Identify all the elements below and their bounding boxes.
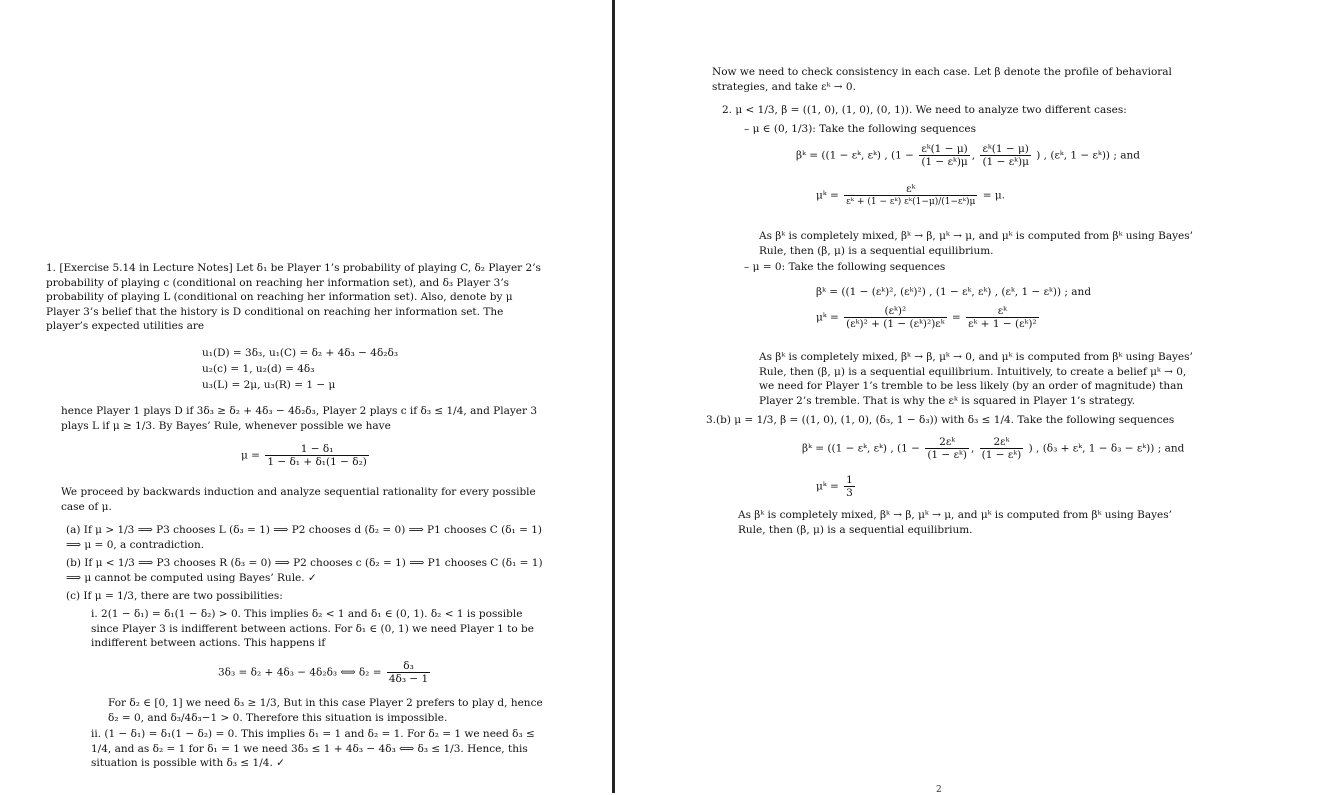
mu1-fraction <box>844 183 977 208</box>
item-3b: 3.(b) μ = 1/3, β = ((1, 0), (1, 0), (δ₃, 1 − δ₃)) with δ₃ ≤ 1/4. Take the following sequences <box>706 414 1175 426</box>
equation-mu-1 <box>816 183 1005 208</box>
beta1-frac-1-num: εᵏ(1 − μ) <box>921 143 968 155</box>
equation-u1: u₁(D) = 3δ₃, u₁(C) = δ₂ + 4δ₃ − 4δ₂δ₃ <box>202 347 399 359</box>
beta1-frac-1-den: (1 − εᵏ)μ <box>921 156 968 168</box>
exercise-intro: 1. [Exercise 5.14 in Lecture Notes] Let δ₁ be Player 1’s probability of playing C, δ₂ Player 2’s probability of playing c (conditional on reaching her information set), and δ₃ Player 3’s probability of playing L (conditional on reaching her information set). Also, denote by μ Player 3’s belief that the history is D conditional on reaching her information set. The player’s expected utilities are <box>46 262 541 332</box>
delta2-lhs: 3δ₃ = δ₂ + 4δ₃ − 4δ₂δ₃ ⟺ δ₂ = <box>218 666 382 679</box>
case-c-i: i. 2(1 − δ₁) = δ₁(1 − δ₂) > 0. This implies δ₂ < 1 and δ₁ ∈ (0, 1). δ₂ < 1 is possible since Player 3 is indifferent between actions. For δ₁ ∈ (0, 1) we need Player 1 to be indifferent between actions. This happens if <box>91 608 534 649</box>
mu1-num: εᵏ <box>844 183 977 196</box>
delta2-fraction <box>387 660 430 685</box>
mu-fraction <box>265 443 369 468</box>
subcase-2-conclusion: As βᵏ is completely mixed, βᵏ → β, μᵏ → 0, and μᵏ is computed from βᵏ using Bayes’ Rule, then (β, μ) is a sequential equilibrium. Intuitively, to create a belief μᵏ → 0, we need for Player 1’s tremble to be less likely (by an order of magnitude) than Player 2’s tremble. That is why the εᵏ is squared in Player 1’s strategy. <box>759 351 1193 407</box>
equation-u3: u₃(L) = 2μ, u₃(R) = 1 − μ <box>202 379 336 391</box>
equation-mu-2 <box>816 305 1041 330</box>
beta3-part-a: βᵏ = ((1 − εᵏ, εᵏ) , (1 − <box>802 442 920 455</box>
equation-beta-1 <box>796 143 1140 168</box>
item-2: 2. μ < 1/3, β = ((1, 0), (1, 0), (0, 1)). We need to analyze two different cases: <box>722 104 1127 116</box>
mu3-fraction <box>844 474 855 499</box>
beta1-frac-1 <box>919 143 969 168</box>
beta3-frac-1-den: (1 − εᵏ) <box>927 449 967 461</box>
proceed-paragraph: We proceed by backwards induction and analyze sequential rationality for every possible case of μ. <box>61 486 536 513</box>
mu2-frac-1-num: (εᵏ)² <box>844 305 946 318</box>
equation-u2: u₂(c) = 1, u₂(d) = 4δ₃ <box>202 363 315 375</box>
beta1-frac-2-num: εᵏ(1 − μ) <box>982 143 1029 155</box>
mu2-frac-1-den: (εᵏ)² + (1 − (εᵏ)²)εᵏ <box>846 318 945 330</box>
beta1-comma: , <box>971 149 976 162</box>
case-b: (b) If μ < 1/3 ⟹ P3 chooses R (δ₃ = 0) ⟹ P2 chooses c (δ₂ = 1) ⟹ P1 chooses C (δ₁ = 1) ⟹ μ cannot be computed using Bayes’ Rule. ✓ <box>66 557 543 584</box>
left-page <box>0 0 612 793</box>
mu1-lhs: μᵏ = <box>816 189 839 202</box>
item-3b-conclusion: As βᵏ is completely mixed, βᵏ → β, μᵏ → μ, and μᵏ is computed from βᵏ using Bayes’ Rule, then (β, μ) is a sequential equilibrium. <box>738 509 1172 536</box>
hence-paragraph: hence Player 1 plays D if 3δ₃ ≥ δ₂ + 4δ₃ − 4δ₂δ₃, Player 2 plays c if δ₃ ≤ 1/4, and Player 3 plays L if μ ≥ 1/3. By Bayes’ Rule, whenever possible we have <box>61 405 538 432</box>
right-page <box>616 0 1317 793</box>
page-divider <box>612 0 615 793</box>
delta2-numerator: δ₃ <box>387 660 430 673</box>
beta3-frac-2-den: (1 − εᵏ) <box>981 449 1022 461</box>
beta3-part-b: ) , (δ₃ + εᵏ, 1 − δ₃ − εᵏ)) ; and <box>1028 442 1185 455</box>
mu2-frac-1 <box>844 305 946 330</box>
beta3-frac-2 <box>980 436 1024 461</box>
equation-mu-3 <box>816 474 857 499</box>
mu2-frac-2-num: εᵏ <box>966 305 1039 318</box>
mu2-lhs: μᵏ = <box>816 311 839 324</box>
case-c-i-end: For δ₂ ∈ [0, 1] we need δ₃ ≥ 1/3, But in this case Player 2 prefers to play d, hence δ₂ = 0, and δ₃/4δ₃−1 > 0. Therefore this situation is impossible. <box>108 697 543 724</box>
mu1-den: εᵏ + (1 − εᵏ) εᵏ(1−μ)/(1−εᵏ)μ <box>846 197 976 207</box>
equation-delta2 <box>218 660 432 685</box>
subcase-1: – μ ∈ (0, 1/3): Take the following sequences <box>744 123 977 135</box>
delta2-denominator: 4δ₃ − 1 <box>388 673 429 685</box>
beta3-frac-1 <box>925 436 969 461</box>
mu3-num: 1 <box>846 474 853 486</box>
beta1-frac-2 <box>980 143 1030 168</box>
mu2-frac-2 <box>966 305 1039 330</box>
beta3-frac-2-num: 2εᵏ <box>980 436 1024 449</box>
mu3-lhs: μᵏ = <box>816 480 839 493</box>
mu2-frac-2-den: εᵏ + 1 − (εᵏ)² <box>968 318 1037 330</box>
equation-beta-2: βᵏ = ((1 − (εᵏ)², (εᵏ)²) , (1 − εᵏ, εᵏ) , (εᵏ, 1 − εᵏ)) ; and <box>816 286 1092 298</box>
equation-mu <box>241 443 371 468</box>
page-number: 2 <box>936 785 942 795</box>
mu1-rhs: = μ. <box>982 189 1006 202</box>
beta1-part-b: ) , (εᵏ, 1 − εᵏ)) ; and <box>1036 149 1140 162</box>
case-c: (c) If μ = 1/3, there are two possibilities: <box>66 590 283 602</box>
mu3-den: 3 <box>846 487 853 499</box>
equation-beta-3: βᵏ = ((1 − εᵏ, εᵏ) , (1 − $\frac{\text{2εᵏ}}{\text{(1 − εᵏ)}}$ , $\frac{\text{2εᵏ}}{\text{(1 − εᵏ)}}$ ) , (δ₃ + εᵏ, 1 − δ₃ − εᵏ)) ; and <box>802 436 1185 461</box>
case-c-ii: ii. (1 − δ₁) = δ₁(1 − δ₂) = 0. This implies δ₁ = 1 and δ₂ = 1. For δ₂ = 1 we need δ₃ ≤ 1/4, and as δ₂ = 1 for δ₁ = 1 we need 3δ₃ ≤ 1 + 4δ₃ − 4δ₃ ⟺ δ₃ ≤ 1/3. Hence, this situation is possible with δ₃ ≤ 1/4. ✓ <box>91 728 535 769</box>
subcase-1-conclusion: As βᵏ is completely mixed, βᵏ → β, μᵏ → μ, and μᵏ is computed from βᵏ using Bayes’ Rule, then (β, μ) is a sequential equilibrium. <box>759 230 1193 257</box>
mu-numerator: 1 − δ₁ <box>265 443 369 456</box>
mu2-equals: = <box>951 311 961 324</box>
beta3-frac-1-num: 2εᵏ <box>925 436 969 449</box>
mu-denominator: 1 − δ₁ + δ₁(1 − δ₂) <box>267 456 367 468</box>
consistency-intro: Now we need to check consistency in each case. Let β denote the profile of behavioral strategies, and take εᵏ → 0. <box>712 66 1172 93</box>
mu-lhs: μ = <box>241 449 260 462</box>
beta1-part-a: βᵏ = ((1 − εᵏ, εᵏ) , (1 − <box>796 149 914 162</box>
subcase-2: – μ = 0: Take the following sequences <box>744 261 946 273</box>
beta1-frac-2-den: (1 − εᵏ)μ <box>982 156 1029 168</box>
case-a: (a) If μ > 1/3 ⟹ P3 chooses L (δ₃ = 1) ⟹ P2 chooses d (δ₂ = 0) ⟹ P1 chooses C (δ₁ = 1) ⟹ μ = 0, a contradiction. <box>66 524 543 551</box>
